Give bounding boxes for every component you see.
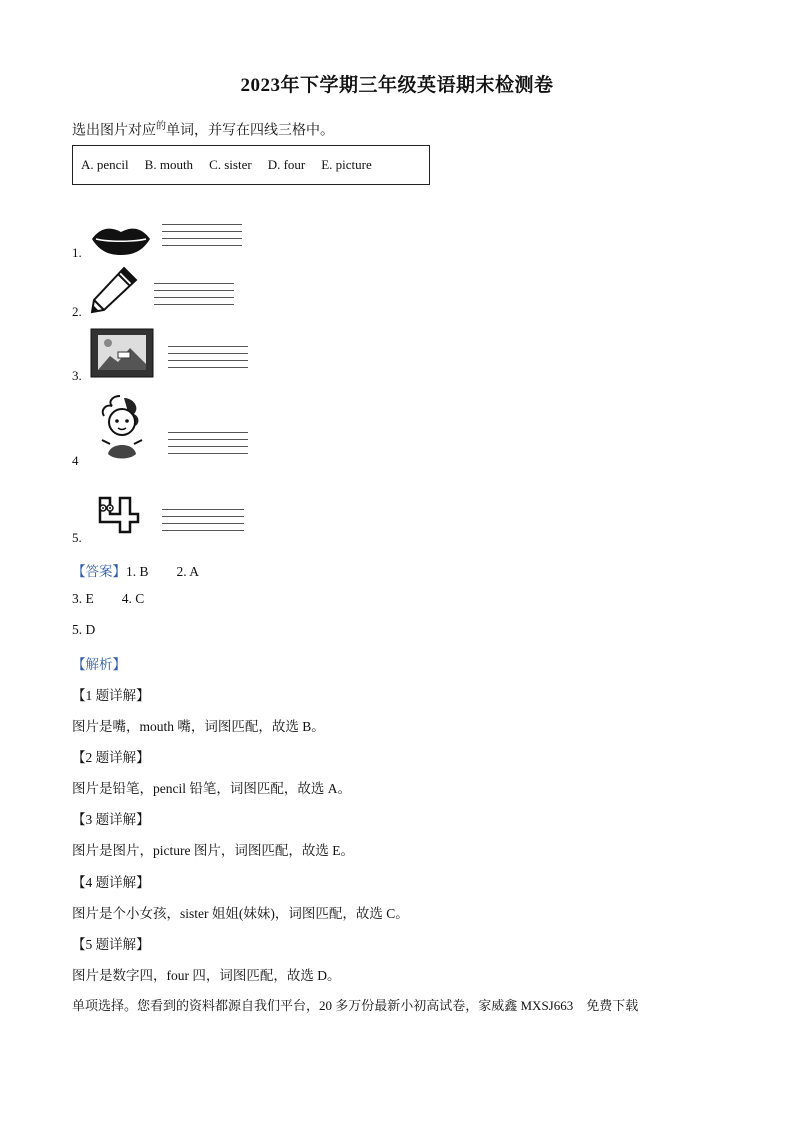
question-number-3: 3.	[72, 368, 82, 383]
writing-lines-4	[168, 432, 248, 460]
answer-row-3	[72, 622, 95, 638]
detail-heading-2: 【2 题详解】	[72, 750, 150, 765]
detail-text-4: 图片是个小女孩，sister 姐姐(妹妹)，词图匹配，故选 C。	[72, 906, 409, 921]
answer-1: 1. B	[126, 564, 149, 579]
detail-heading-3: 【3 题详解】	[72, 812, 150, 827]
detail-text-2: 图片是铅笔，pencil 铅笔，词图匹配，故选 A。	[72, 781, 351, 796]
answer-3: 3. E	[72, 591, 94, 606]
question-number-2: 2.	[72, 304, 82, 319]
answer-5: 5. D	[72, 622, 96, 637]
question-number-5: 5.	[72, 530, 82, 545]
detail-text-3: 图片是图片，picture 图片，词图匹配，故选 E。	[72, 843, 354, 858]
word-options-box	[72, 145, 430, 185]
answer-label: 【答案】	[72, 564, 126, 579]
option-a: A. pencil	[81, 157, 129, 172]
writing-lines-1	[162, 224, 242, 252]
option-d: D. four	[267, 157, 306, 172]
question-number-4: 4	[72, 453, 79, 468]
option-c: C. sister	[209, 157, 252, 172]
answer-2: 2. A	[176, 564, 200, 579]
detail-text-5: 图片是数字四，four 四，词图匹配，故选 D。	[72, 968, 341, 983]
writing-lines-3	[168, 346, 248, 374]
detail-heading-4: 【4 题详解】	[72, 875, 150, 890]
writing-lines-2	[154, 283, 234, 311]
detail-text-1: 图片是嘴，mouth 嘴，词图匹配，故选 B。	[72, 719, 325, 734]
footer-note: 单项选择。您看到的资料都源自我们平台，20 多万份最新小初高试卷，家威鑫 MXSJ663 免费下载	[72, 998, 639, 1013]
instruction-rest: 单词，并写在四线三格中。	[166, 123, 334, 139]
answer-row-2	[72, 591, 144, 607]
answer-4: 4. C	[121, 591, 145, 606]
lips-icon	[90, 222, 152, 256]
option-e: E. picture	[321, 157, 372, 172]
writing-lines-5	[162, 509, 244, 537]
instruction-superscript: 的	[156, 121, 166, 132]
detail-heading-5: 【5 题详解】	[72, 937, 150, 952]
detail-heading-1: 【1 题详解】	[72, 688, 150, 703]
question-number-1: 1.	[72, 245, 82, 260]
pencil-icon	[88, 264, 140, 314]
number-four-icon	[94, 494, 146, 536]
option-b: B. mouth	[144, 157, 194, 172]
instruction	[72, 117, 334, 140]
instruction-text: 选出图片对应	[72, 123, 156, 139]
picture-frame-icon	[90, 328, 154, 378]
answer-row-1	[72, 560, 199, 580]
page-title: 2023年下学期三年级英语期末检测卷	[240, 75, 554, 96]
girl-icon	[90, 394, 152, 466]
analysis-label: 【解析】	[72, 657, 126, 672]
